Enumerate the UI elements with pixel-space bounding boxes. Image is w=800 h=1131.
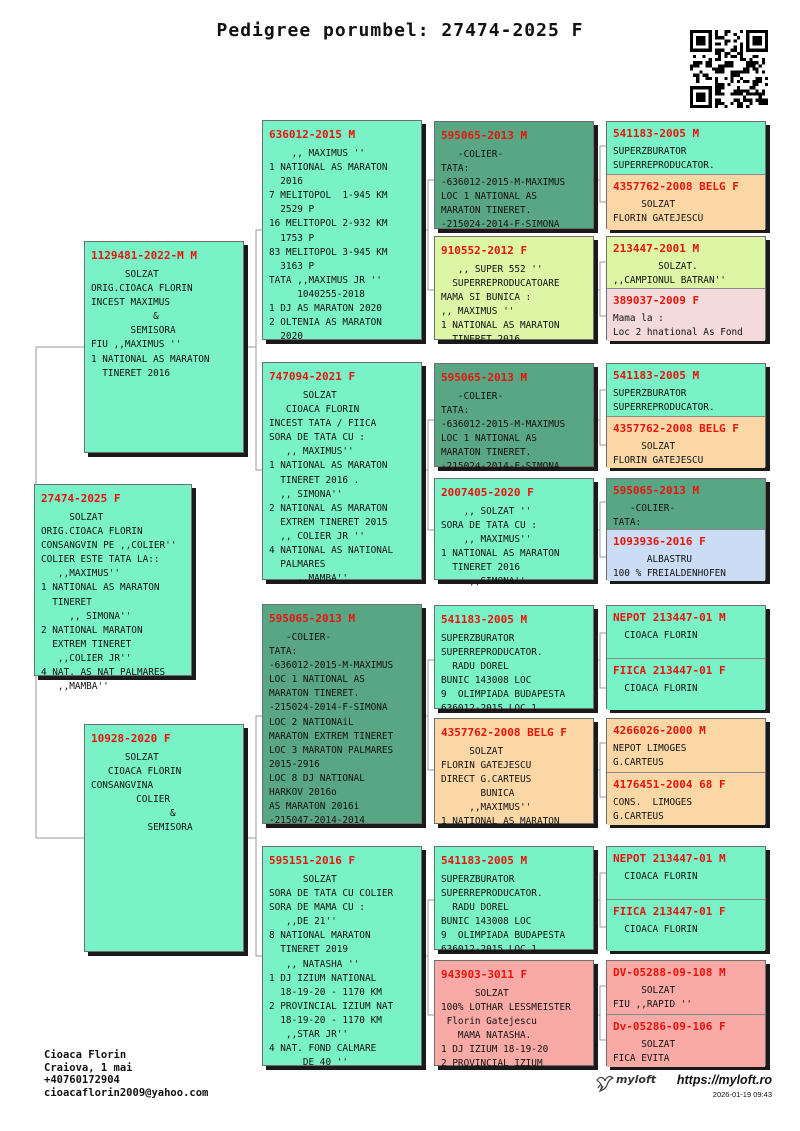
gen5-dam[interactable]	[607, 899, 765, 951]
pigeon-description: CIOACA FLORIN	[613, 924, 698, 935]
gen5-card-4[interactable]	[606, 478, 766, 580]
sire-card[interactable]	[84, 241, 244, 453]
pigeon-description: SOLZAT FICA EVITA	[613, 1039, 676, 1065]
pigeon-description: SUPERZBURATOR SUPERREPRODUCATOR.	[613, 388, 715, 414]
pigeon-ring-number: 595065-2013 M	[441, 371, 528, 384]
pigeon-ring-number: 541183-2005 M	[613, 369, 700, 382]
pigeon-description: SOLZAT FIU ,,RAPID ''	[613, 985, 693, 1011]
sd-sire-card[interactable]	[434, 363, 594, 473]
gen5-sire[interactable]	[607, 961, 765, 1014]
pigeon-ring-number: 4176451-2004 68 F	[613, 778, 726, 791]
page-title: Pedigree porumbel: 27474-2025 F	[216, 20, 584, 41]
gen5-sire[interactable]	[607, 479, 765, 529]
site-url[interactable]: https://myloft.ro	[676, 1073, 772, 1087]
pigeon-description: -COLIER- TATA: -636012-2015-M-MAXIMUS LOC 1 NATIONAL AS MARATON TINERET. -215024-2014-F-SIMONA	[441, 149, 566, 231]
pigeon-description: -COLIER- TATA:	[613, 503, 676, 529]
gen5-card-6[interactable]	[606, 718, 766, 824]
pigeon-ring-number: 213447-2001 M	[613, 242, 700, 255]
dam-sire-card[interactable]	[262, 604, 422, 827]
gen5-card-1[interactable]	[606, 121, 766, 229]
pigeon-ring-number: 636012-2015 M	[269, 128, 356, 141]
pigeon-description: CIOACA FLORIN	[613, 871, 698, 882]
pigeon-description: ,, MAXIMUS '' 1 NATIONAL AS MARATON 2016 7 MELITOPOL 1-945 KM 2529 P 16 MELITOPOL 2-932 KM 1753 P 83 MELITOPOL 3-945 KM 3163 P TATA ,,MAXIMUS JR '' 1040255-2018 1 DJ AS MARATON 2020 2 OLTENIA AS MARATON 2020	[269, 148, 388, 343]
pigeon-description: -COLIER- TATA: -636012-2015-M-MAXIMUS LOC 1 NATIONAL AS MARATON TINERET. -215024-2014-F-SIMONA LOC 2 NATIONAiL MARATON EXTREM TINERET LOC 3 MARATON PALMARES 2015-2916 LOC 8 DJ NATIONAL HARKOV 2016o AS MARATON 2016i -215047-2014-2014	[269, 632, 394, 827]
gen5-dam[interactable]	[607, 772, 765, 825]
owner-city: Craiova, 1 mai	[44, 1061, 133, 1074]
pigeon-description: SOLZAT ORIG.CIOACA FLORIN INCEST MAXIMUS & SEMISORA FIU ,,MAXIMUS '' 1 NATIONAL AS MARATON TINERET 2016	[91, 269, 210, 379]
pigeon-ring-number: 389037-2009 F	[613, 294, 700, 307]
pigeon-ring-number: 595065-2013 M	[613, 484, 700, 497]
pigeon-ring-number: 4357762-2008 BELG F	[613, 180, 739, 193]
pigeon-description: SUPERZBURATOR SUPERREPRODUCATOR. RADU DOREL BUNIC 143008 LOC 9 OLIMPIADA BUDAPESTA 636012-2015 LOC 1	[441, 874, 566, 956]
owner-info	[44, 1049, 208, 1099]
pigeon-ring-number: NEPOT 213447-01 M	[613, 852, 726, 865]
dam-dam-card[interactable]	[262, 846, 422, 1069]
pigeon-description: CONS. LIMOGES G.CARTEUS	[613, 797, 693, 823]
pigeon-description: -COLIER- TATA: -636012-2015-M-MAXIMUS LOC 1 NATIONAL AS MARATON TINERET. -215024-2014-F-SIMONA	[441, 391, 566, 473]
pigeon-description: SOLZAT 100% LOTHAR LESSMEISTER Florin Gatejescu MAMA NATASHA. 1 DJ IZIUM 18-19-20 2 PROVINCIAL IZIUM	[441, 988, 571, 1070]
gen5-dam[interactable]	[607, 658, 765, 710]
pigeon-ring-number: 1093936-2016 F	[613, 535, 706, 548]
timestamp: 2026-01-19 09:43	[712, 1090, 772, 1099]
pigeon-description: SOLZAT FLORIN GATEJESCU	[613, 441, 704, 467]
pigeon-description: SUPERZBURATOR SUPERREPRODUCATOR.	[613, 146, 715, 172]
pigeon-ring-number: 2007405-2020 F	[441, 486, 534, 499]
gen5-sire[interactable]	[607, 847, 765, 899]
gen5-dam[interactable]	[607, 174, 765, 230]
pigeon-description: ,, SUPER 552 '' SUPERREPRODUCATOARE MAMA SI BUNICA : ,, MAXIMUS '' 1 NATIONAL AS MARATON TINERET 2016	[441, 264, 560, 346]
pigeon-description: SOLZAT FLORIN GATEJESCU	[613, 199, 704, 225]
gen5-sire[interactable]	[607, 122, 765, 174]
ss-sire-card[interactable]	[434, 121, 594, 229]
pigeon-ring-number: 10928-2020 F	[91, 732, 171, 745]
gen5-sire[interactable]	[607, 606, 765, 658]
pigeon-description: SOLZAT ORIG.CIOACA FLORIN CONSANGVIN PE ,,COLIER'' COLIER ESTE TATA LA:: ,,MAXIMUS'' 1 NATIONAL AS MARATON TINERET ,, SIMONA'' 2 NATIONAL MARATON EXTREM TINERET ,,COLIER JR'' 4 NAT. AS NAT PALMARES ,,MAMBA''	[41, 512, 177, 693]
pigeon-ring-number: 4357762-2008 BELG F	[441, 726, 567, 739]
pigeon-ring-number: 541183-2005 M	[441, 613, 528, 626]
pigeon-description: ALBASTRU 100 % FREIALDENHOFEN	[613, 554, 726, 580]
gen5-card-2[interactable]	[606, 236, 766, 340]
pigeon-description: ,, SOLZAT '' SORA DE TATA CU : ,, MAXIMUS'' 1 NATIONAL AS MARATON TINERET 2016 ,,SIMONA''	[441, 506, 560, 588]
gen5-dam[interactable]	[607, 416, 765, 468]
gen5-dam[interactable]	[607, 288, 765, 341]
pigeon-ring-number: 4357762-2008 BELG F	[613, 422, 739, 435]
pigeon-ring-number: 595151-2016 F	[269, 854, 356, 867]
pigeon-ring-number: Dv-05286-09-106 F	[613, 1020, 726, 1033]
pigeon-description: Mama la : Loc 2 hnational As Fond	[613, 313, 743, 339]
sire-sire-card[interactable]	[262, 120, 422, 343]
gen5-dam[interactable]	[607, 1014, 765, 1067]
gen5-sire[interactable]	[607, 364, 765, 416]
pigeon-ring-number: 1129481-2022-M M	[91, 249, 197, 262]
pigeon-ring-number: 595065-2013 M	[441, 129, 528, 142]
pigeon-description: CIOACA FLORIN	[613, 683, 698, 694]
owner-name: Cioaca Florin	[44, 1049, 127, 1061]
gen5-sire[interactable]	[607, 237, 765, 288]
pigeon-ring-number: FIICA 213447-01 F	[613, 664, 726, 677]
gen5-card-3[interactable]	[606, 363, 766, 467]
ss-dam-card[interactable]	[434, 236, 594, 346]
owner-phone: +40760172904	[44, 1074, 120, 1087]
dam-card[interactable]	[84, 724, 244, 952]
gen5-card-8[interactable]	[606, 960, 766, 1066]
pigeon-description: SUPERZBURATOR SUPERREPRODUCATOR. RADU DOREL BUNIC 143008 LOC 9 OLIMPIADA BUDAPESTA 636012-2015 LOC 1	[441, 633, 566, 715]
pigeon-ring-number: FIICA 213447-01 F	[613, 905, 726, 918]
sd-dam-card[interactable]	[434, 478, 594, 588]
pigeon-ring-number: 595065-2013 M	[269, 612, 356, 625]
gen5-dam[interactable]	[607, 529, 765, 581]
ds-dam-card[interactable]	[434, 718, 594, 828]
ds-sire-card[interactable]	[434, 605, 594, 715]
pigeon-description: SOLZAT FLORIN GATEJESCU DIRECT G.CARTEUS BUNICA ,,MAXIMUS'' 1 NATIONAL AS MARATON	[441, 746, 560, 828]
sire-dam-card[interactable]	[262, 362, 422, 585]
bird-logo-icon	[594, 1072, 616, 1094]
pigeon-description: SOLZAT SORA DE TATA CU COLIER SORA DE MAMA CU : ,,DE 21'' 8 NATIONAL MARATON TINERET 2019 ,, NATASHA '' 1 DJ IZIUM NATIONAL 18-19-20 - 1170 KM 2 PROVINCIAL IZIUM NAT 18-19-20 - 1170 KM ,,STAR JR'' 4 NAT. FOND CALMARE DE 40 ''	[269, 874, 394, 1069]
pigeon-description: SOLZAT. ,,CAMPIONUL BATRAN''	[613, 261, 726, 287]
pigeon-ring-number: 910552-2012 F	[441, 244, 528, 257]
dd-sire-card[interactable]	[434, 846, 594, 956]
gen5-card-5[interactable]	[606, 605, 766, 709]
pigeon-ring-number: 943903-3011 F	[441, 968, 528, 981]
pigeon-description: NEPOT LIMOGES G.CARTEUS	[613, 743, 687, 769]
gen5-card-7[interactable]	[606, 846, 766, 950]
pigeon-ring-number: DV-05288-09-108 M	[613, 966, 726, 979]
gen5-sire[interactable]	[607, 719, 765, 772]
pigeon-description: SOLZAT CIOACA FLORIN INCEST TATA / FIICA SORA DE TATA CU : ,, MAXIMUS'' 1 NATIONAL AS MARATON TINERET 2016 . ,, SIMONA'' 2 NATIONAL AS MARATON EXTREM TINERET 2015 ,, COLIER JR '' 4 NATIONAL AS NATIONAL PALMARES ,,MAMBA''	[269, 390, 394, 585]
logo-text: myloft	[616, 1073, 657, 1086]
pigeon-description: CIOACA FLORIN	[613, 630, 698, 641]
pigeon-ring-number: 541183-2005 M	[613, 127, 700, 140]
dd-dam-card[interactable]	[434, 960, 594, 1070]
pigeon-description: SOLZAT CIOACA FLORIN CONSANGVINA COLIER & SEMISORA	[91, 752, 193, 834]
pigeon-ring-number: 27474-2025 F	[41, 492, 121, 505]
myloft-logo	[594, 1072, 656, 1094]
pigeon-ring-number: NEPOT 213447-01 M	[613, 611, 726, 624]
pigeon-ring-number: 4266026-2000 M	[613, 724, 706, 737]
subject-pigeon-card[interactable]	[34, 484, 192, 693]
pigeon-ring-number: 747094-2021 F	[269, 370, 356, 383]
pigeon-ring-number: 541183-2005 M	[441, 854, 528, 867]
owner-email[interactable]: cioacaflorin2009@yahoo.com	[44, 1086, 209, 1099]
